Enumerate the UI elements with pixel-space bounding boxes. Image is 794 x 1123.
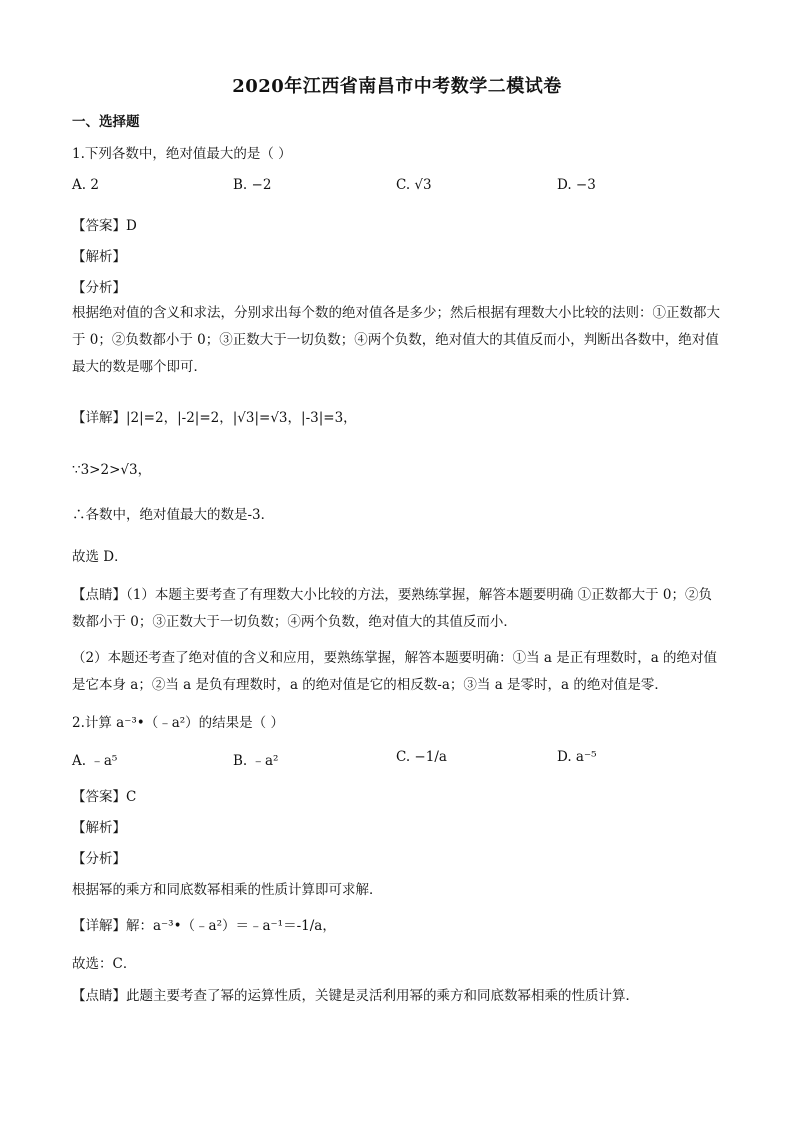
q1-option-d: D. −3	[557, 177, 596, 193]
q1-option-a: A. 2	[72, 177, 99, 193]
q1-choose: 故选 D．	[72, 549, 128, 565]
q1-key-point-1: 【点睛】（1）本题主要考查了有理数大小比较的方法，要熟练掌握，解答本题要明确 ①正数都大于 0；②负数都小于 0；③正数大于一切负数；④两个负数，绝对值大的其值反而小．	[72, 587, 713, 630]
q1-fenxi-text: 根据绝对值的含义和求法，分别求出每个数的绝对值各是多少；然后根据有理数大小比较的法则：①正数都大于 0；②负数都小于 0；③正数大于一切负数；④两个负数，绝对值大的其值反而小，判断出各数中，绝对值最大的数是哪个即可．	[72, 305, 720, 375]
q1-analysis-heading: 【解析】	[72, 249, 126, 265]
q2-option-b: B. ﹣a²	[233, 753, 279, 769]
q2-option-c: C. −1/a	[396, 749, 447, 765]
q2-fenxi-label: 【分析】	[72, 851, 126, 867]
q2-fenxi-text: 根据幂的乘方和同底数幂相乘的性质计算即可求解．	[72, 882, 383, 898]
q1-answer: 【答案】D	[72, 218, 137, 234]
q2-answer: 【答案】C	[72, 789, 137, 805]
q2-choose: 故选：C．	[72, 956, 137, 972]
q1-because: ∵3>2>√3，	[72, 462, 152, 478]
page-title: 2020年江西省南昌市中考数学二模试卷	[232, 76, 562, 97]
q1-option-b: B. −2	[233, 177, 272, 193]
q1-therefore: ∴各数中，绝对值最大的数是-3．	[72, 507, 275, 523]
section-heading: 一、选择题	[72, 114, 140, 130]
q1-option-c: C. √3	[396, 177, 432, 193]
q1-stem: 1.下列各数中，绝对值最大的是（ ）	[72, 146, 292, 162]
q2-detail: 【详解】解：a⁻³•（﹣a²）＝﹣a⁻¹＝-1/a，	[72, 918, 336, 934]
q2-key-point: 【点睛】此题主要考查了幂的运算性质，关键是灵活利用幂的乘方和同底数幂相乘的性质计算．	[72, 988, 639, 1004]
q1-detail: 【详解】|2|=2，|-2|=2，|√3|=√3，|-3|=3，	[72, 410, 357, 426]
q2-stem: 2.计算 a⁻³•（﹣a²）的结果是（ ）	[72, 715, 284, 731]
q2-option-d: D. a⁻⁵	[557, 749, 597, 765]
q1-fenxi-label: 【分析】	[72, 280, 126, 296]
q1-key-point-2: （2）本题还考查了绝对值的含义和应用，要熟练掌握，解答本题要明确：①当 a 是正有理数时，a 的绝对值是它本身 a；②当 a 是负有理数时，a 的绝对值是它的相反数-a；③当 a 是零时，a 的绝对值是零．	[72, 650, 718, 693]
q2-analysis-heading: 【解析】	[72, 820, 126, 836]
q2-option-a: A. ﹣a⁵	[72, 753, 118, 769]
